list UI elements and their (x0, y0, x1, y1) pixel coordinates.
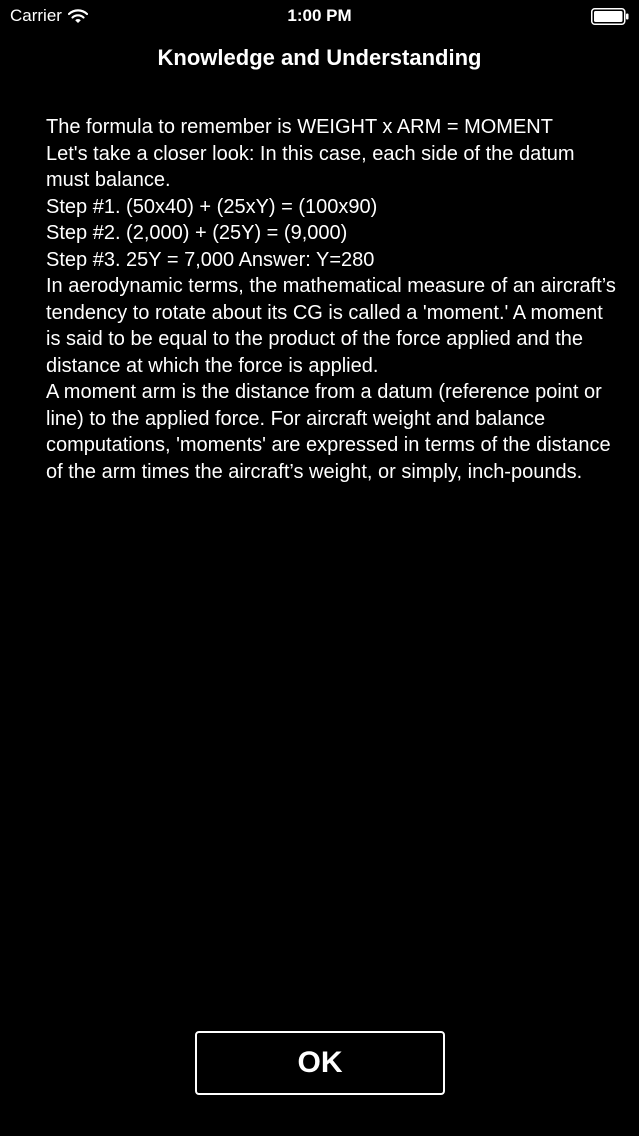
step-2-line: Step #2. (2,000) + (25Y) = (9,000) (46, 222, 348, 244)
carrier-label: Carrier (10, 6, 62, 25)
battery-icon (591, 8, 629, 25)
status-bar (0, 0, 639, 34)
ok-button[interactable]: OK (195, 1031, 445, 1095)
moment-definition-paragraph: In aerodynamic terms, the mathematical measure of an aircraft’s tendency to rotate about its CG is called a 'moment.' A moment is said to be equal to the product of the force applied and the distance at which the force is applied. (46, 275, 616, 377)
step-1-line: Step #1. (50x40) + (25xY) = (100x90) (46, 195, 378, 218)
moment-arm-paragraph: A moment arm is the distance from a datum (reference point or line) to the applied force. For aircraft weight and balance computations, 'moments' are expressed in terms of the distance of the arm times the aircraft’s weight, or simply, inch-pounds. (46, 381, 611, 483)
step-3-line: Step #3. 25Y = 7,000 Answer: Y=280 (46, 248, 375, 271)
explanation-text (46, 114, 616, 485)
page-title: Knowledge and Understanding (157, 45, 482, 70)
intro-paragraph: Let's take a closer look: In this case, each side of the datum must balance. (46, 142, 575, 191)
formula-line: The formula to remember is WEIGHT x ARM = MOMENT (46, 116, 553, 138)
status-time: 1:00 PM (287, 6, 352, 25)
